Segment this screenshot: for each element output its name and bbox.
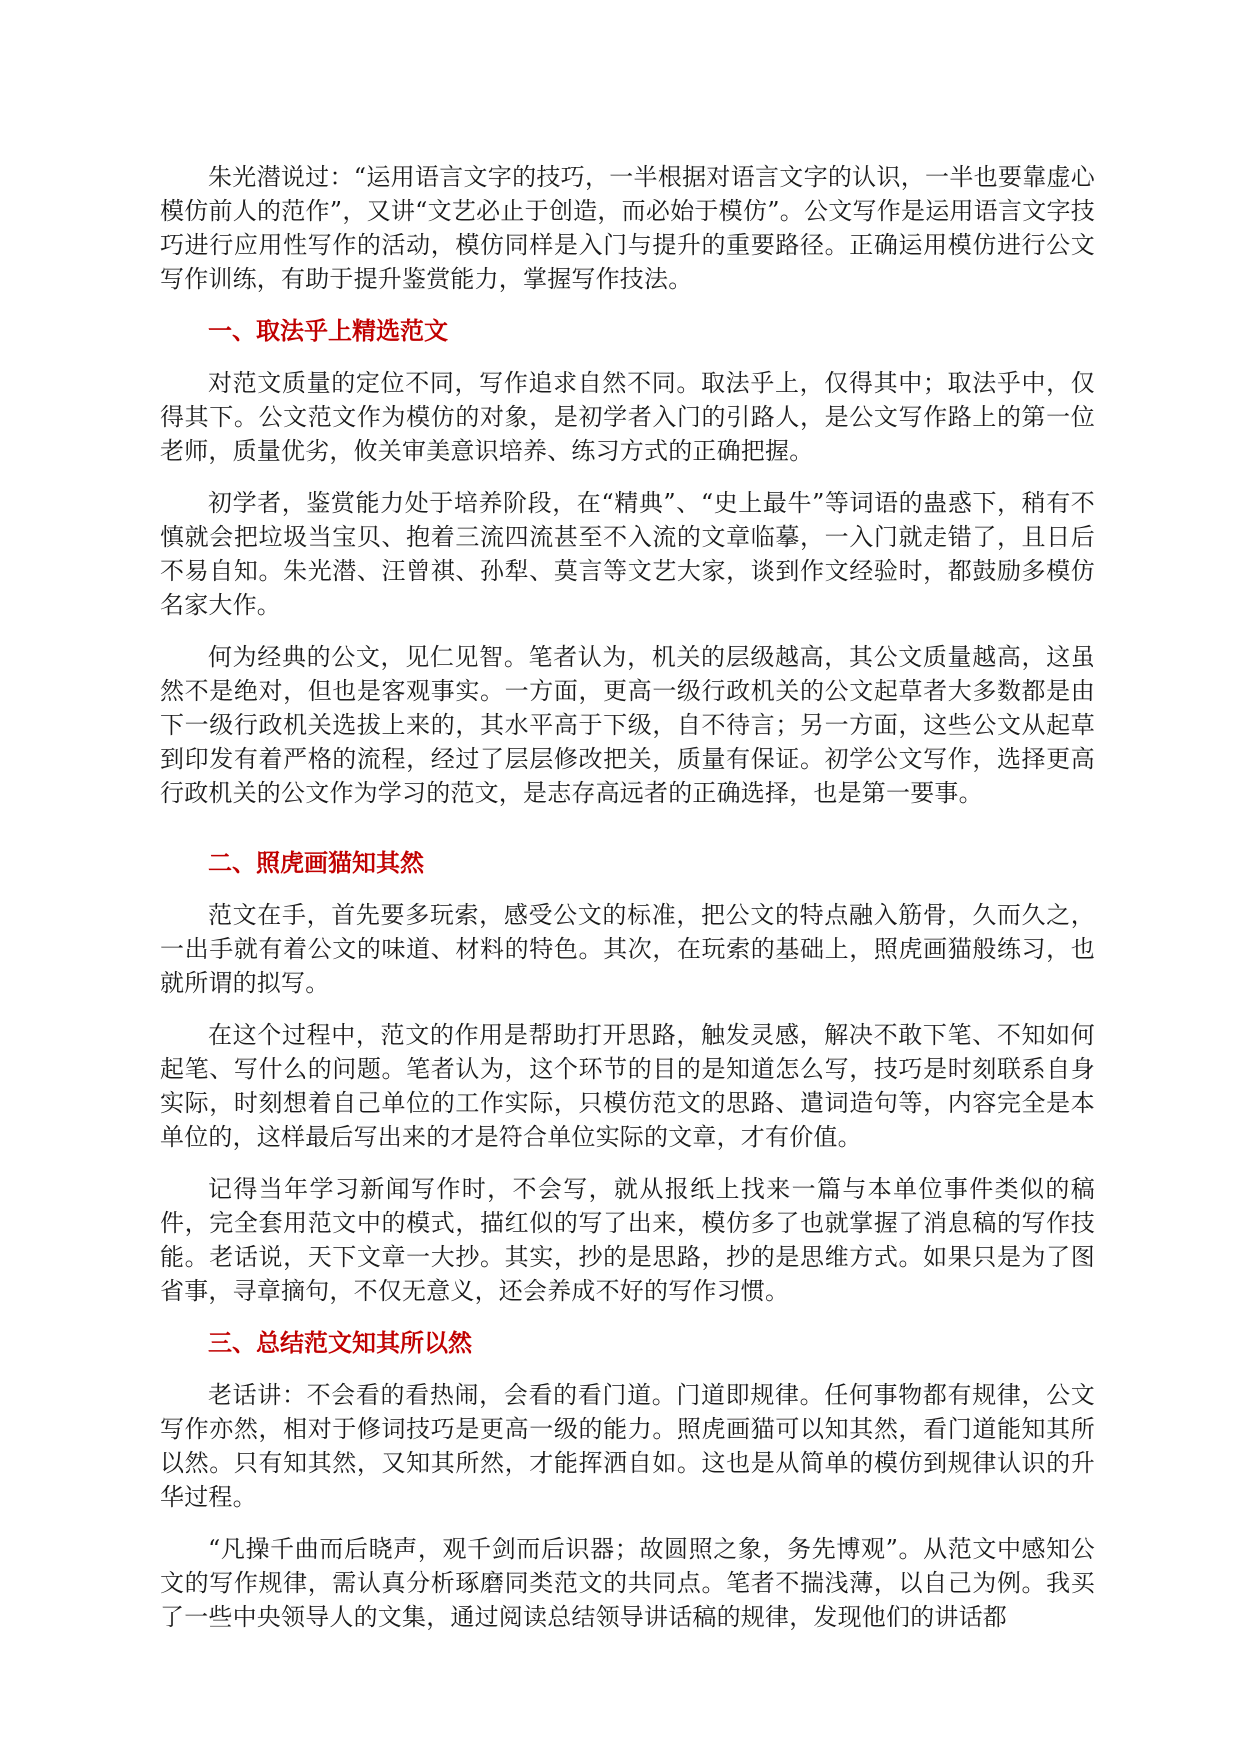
section1-paragraph-2: 初学者，鉴赏能力处于培养阶段，在“精典”、“史上最牛”等词语的蛊惑下，稍有不慎就会把垃圾当宝贝、抱着三流四流甚至不入流的文章临摹，一入门就走错了，且日后不易自知。朱光潜、汪曾祺、孙犁、莫言等文艺大家，谈到作文经验时，都鼓励多模仿名家大作。 bbox=[160, 489, 1095, 619]
section3-paragraph-1: 老话讲：不会看的看热闹，会看的看门道。门道即规律。任何事物都有规律，公文写作亦然，相对于修词技巧是更高一级的能力。照虎画猫可以知其然，看门道能知其所以然。只有知其然，又知其所然，才能挥洒自如。这也是从简单的模仿到规律认识的升华过程。 bbox=[160, 1381, 1095, 1511]
section2-paragraph-2: 在这个过程中，范文的作用是帮助打开思路，触发灵感，解决不敢下笔、不知如何起笔、写什么的问题。笔者认为，这个环节的目的是知道怎么写，技巧是时刻联系自身实际，时刻想着自己单位的工作实际，只模仿范文的思路、遣词造句等，内容完全是本单位的，这样最后写出来的才是符合单位实际的文章，才有价值。 bbox=[160, 1021, 1095, 1151]
section2-paragraph-1: 范文在手，首先要多玩索，感受公文的标准，把公文的特点融入筋骨，久而久之，一出手就有着公文的味道、材料的特色。其次，在玩索的基础上，照虎画猫般练习，也就所谓的拟写。 bbox=[160, 901, 1095, 997]
section-heading-1: 一、取法乎上精选范文 bbox=[208, 317, 448, 345]
section3-paragraph-2: “凡操千曲而后晓声，观千剑而后识器；故圆照之象，务先博观”。从范文中感知公文的写作规律，需认真分析琢磨同类范文的共同点。笔者不揣浅薄，以自己为例。我买了一些中央领导人的文集，通过阅读总结领导讲话稿的规律，发现他们的讲话都 bbox=[160, 1535, 1095, 1631]
section-spacer bbox=[160, 828, 1095, 846]
section1-paragraph-1: 对范文质量的定位不同，写作追求自然不同。取法乎上，仅得其中；取法乎中，仅得其下。公文范文作为模仿的对象，是初学者入门的引路人，是公文写作路上的第一位老师，质量优劣，攸关审美意识培养、练习方式的正确把握。 bbox=[160, 369, 1095, 465]
section2-paragraph-3: 记得当年学习新闻写作时，不会写，就从报纸上找来一篇与本单位事件类似的稿件，完全套用范文中的模式，描红似的写了出来，模仿多了也就掌握了消息稿的写作技能。老话说，天下文章一大抄。其实，抄的是思路，抄的是思维方式。如果只是为了图省事，寻章摘句，不仅无意义，还会养成不好的写作习惯。 bbox=[160, 1175, 1095, 1305]
section1-paragraph-3: 何为经典的公文，见仁见智。笔者认为，机关的层级越高，其公文质量越高，这虽然不是绝对，但也是客观事实。一方面，更高一级行政机关的公文起草者大多数都是由下一级行政机关选拔上来的，其水平高于下级，自不待言；另一方面，这些公文从起草到印发有着严格的流程，经过了层层修改把关，质量有保证。初学公文写作，选择更高行政机关的公文作为学习的范文，是志存高远者的正确选择，也是第一要事。 bbox=[160, 643, 1095, 807]
intro-paragraph: 朱光潜说过：“运用语言文字的技巧，一半根据对语言文字的认识，一半也要靠虚心模仿前人的范作”，又讲“文艺必止于创造，而必始于模仿”。公文写作是运用语言文字技巧进行应用性写作的活动，模仿同样是入门与提升的重要路径。正确运用模仿进行公文写作训练，有助于提升鉴赏能力，掌握写作技法。 bbox=[160, 163, 1095, 293]
section-heading-3: 三、总结范文知其所以然 bbox=[208, 1329, 472, 1357]
document-body bbox=[160, 160, 1095, 1652]
section-heading-2: 二、照虎画猫知其然 bbox=[208, 849, 424, 877]
